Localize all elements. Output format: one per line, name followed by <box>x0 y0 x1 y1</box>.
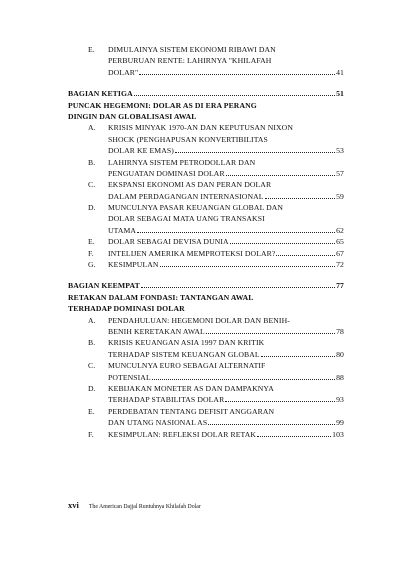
part-title: DINGIN DAN GLOBALISASI AWAL <box>68 111 197 121</box>
toc-page-number: 77 <box>336 281 344 291</box>
toc-part-three[interactable] <box>68 88 344 122</box>
toc-entry-letter: A. <box>88 123 96 133</box>
dot-leader <box>206 327 335 334</box>
part-label: BAGIAN KEEMPAT <box>68 281 140 291</box>
toc-entry-letter: D. <box>88 203 96 213</box>
dot-leader <box>141 281 335 288</box>
dot-leader <box>230 237 335 244</box>
toc-entry-text: TERHADAP STABILITAS DOLAR <box>108 395 225 405</box>
toc-entry-text: PERBURUAN RENTE: LAHIRNYA "KHILAFAH <box>108 56 272 66</box>
toc-entry-text: KESIMPULAN <box>108 260 159 270</box>
dot-leader <box>265 192 336 199</box>
dot-leader <box>276 249 335 256</box>
toc-entry-text: DALAM PERDAGANGAN INTERNASIONAL <box>108 191 264 201</box>
toc-page-number: 78 <box>336 326 344 336</box>
toc-page-number: 65 <box>336 237 344 247</box>
page-number: xvi <box>68 500 79 510</box>
dot-leader <box>139 68 335 75</box>
toc-entry-text: UTAMA <box>108 225 137 235</box>
toc-entry-letter: E. <box>88 237 95 247</box>
toc-entry-text: PERDEBATAN TENTANG DEFISIT ANGGARAN <box>108 406 275 416</box>
toc-entry-text: KRISIS MINYAK 1970-AN DAN KEPUTUSAN NIXON <box>108 123 293 133</box>
toc-entry-letter: C. <box>88 180 96 190</box>
toc-entry-letter: F. <box>88 429 94 439</box>
toc-entry-text: PENGUATAN DOMINASI DOLAR <box>108 168 225 178</box>
toc-part-four[interactable] <box>68 280 344 314</box>
toc-page-number: 41 <box>336 67 344 77</box>
toc-entry-letter: E. <box>88 406 95 416</box>
running-title: The American Dajjal Runtuhnya Khilafah Dolar <box>88 504 201 510</box>
part-title: PUNCAK HEGEMONI: DOLAR AS DI ERA PERANG <box>68 100 257 110</box>
toc-entry-text: INTELIJEN AMERIKA MEMPROTEKSI DOLAR? <box>108 248 276 258</box>
toc-page-number: 51 <box>336 89 344 99</box>
dot-leader <box>160 260 336 267</box>
part-title: TERHADAP DOMINASI DOLAR <box>68 304 185 314</box>
dot-leader <box>137 226 335 233</box>
toc-page-number: 59 <box>336 191 344 201</box>
toc-entry-text: TERHADAP SISTEM KEUANGAN GLOBAL <box>108 349 260 359</box>
toc-entry-letter: E. <box>88 45 95 54</box>
toc-entry-text: PENDAHULUAN: HEGEMONI DOLAR DAN BENIH- <box>108 315 290 325</box>
toc-entry-text: MUNCULNYA PASAR KEUANGAN GLOBAL DAN <box>108 203 284 213</box>
toc-entry-text: DOLAR" <box>108 67 139 77</box>
toc-entry-kesimpulan[interactable] <box>68 259 344 270</box>
toc-entry-letter: A. <box>88 315 96 325</box>
toc-entry-text: DOLAR SEBAGAI DEVISA DUNIA <box>108 237 229 247</box>
dot-leader <box>175 146 335 153</box>
table-of-contents <box>68 44 344 440</box>
part-title: RETAKAN DALAM FONDASI: TANTANGAN AWAL <box>68 292 254 302</box>
toc-entry-text: POTENSIAL <box>108 372 151 382</box>
toc-entry-petrodollar[interactable] <box>68 157 344 180</box>
toc-entry-krisis-minyak[interactable] <box>68 122 344 156</box>
toc-page-number: 53 <box>336 146 344 156</box>
toc-entry-text: DAN UTANG NASIONAL AS <box>108 418 208 428</box>
toc-entry-pasar-keuangan[interactable] <box>68 202 344 236</box>
toc-entry-refleksi[interactable] <box>68 429 344 440</box>
toc-page-number: 72 <box>336 260 344 270</box>
toc-entry-text: MUNCULNYA EURO SEBAGAI ALTERNATIF <box>108 361 266 371</box>
toc-entry-letter: B. <box>88 338 96 348</box>
toc-entry-dimulainya[interactable] <box>68 44 344 78</box>
toc-entry-text: DIMULAINYA SISTEM EKONOMI RIBAWI DAN <box>108 45 276 54</box>
toc-entry-defisit[interactable] <box>68 406 344 429</box>
toc-page-number: 99 <box>336 418 344 428</box>
toc-entry-kebijakan-moneter[interactable] <box>68 383 344 406</box>
toc-entry-letter: B. <box>88 157 96 167</box>
toc-page-number: 93 <box>336 395 344 405</box>
toc-entry-text: EKSPANSI EKONOMI AS DAN PERAN DOLAR <box>108 180 272 190</box>
toc-entry-text: KRISIS KEUANGAN ASIA 1997 DAN KRITIK <box>108 338 265 348</box>
page-footer <box>68 500 201 510</box>
toc-entry-letter: G. <box>88 260 96 270</box>
toc-page-number: 67 <box>336 248 344 258</box>
toc-entry-letter: D. <box>88 383 96 393</box>
dot-leader <box>208 418 335 425</box>
toc-page-number: 80 <box>336 349 344 359</box>
toc-entry-text: LAHIRNYA SISTEM PETRODOLLAR DAN <box>108 157 256 167</box>
toc-entry-text: DOLAR KE EMAS) <box>108 146 174 156</box>
toc-page-number: 103 <box>332 429 344 439</box>
dot-leader <box>152 373 335 380</box>
toc-page-number: 57 <box>336 168 344 178</box>
toc-entry-pendahuluan[interactable] <box>68 315 344 338</box>
toc-page-number: 88 <box>336 372 344 382</box>
toc-entry-ekspansi[interactable] <box>68 179 344 202</box>
dot-leader <box>257 430 331 437</box>
toc-entry-text: SHOCK (PENGHAPUSAN KONVERTIBILITAS <box>108 134 268 144</box>
toc-page-number: 62 <box>336 225 344 235</box>
part-label: BAGIAN KETIGA <box>68 89 133 99</box>
toc-entry-text: KESIMPULAN: REFLEKSI DOLAR RETAK <box>108 429 257 439</box>
toc-entry-letter: C. <box>88 361 96 371</box>
toc-entry-text: BENIH KERETAKAN AWAL <box>108 326 205 336</box>
toc-entry-krisis-asia[interactable] <box>68 337 344 360</box>
toc-entry-devisa[interactable] <box>68 236 344 247</box>
toc-entry-euro[interactable] <box>68 360 344 383</box>
dot-leader <box>225 395 335 402</box>
dot-leader <box>226 169 335 176</box>
toc-entry-letter: F. <box>88 248 94 258</box>
toc-entry-intelijen[interactable] <box>68 248 344 259</box>
toc-entry-text: DOLAR SEBAGAI MATA UANG TRANSAKSI <box>108 214 265 224</box>
dot-leader <box>134 89 335 96</box>
dot-leader <box>261 350 335 357</box>
toc-entry-text: KEBIJAKAN MONETER AS DAN DAMPAKNYA <box>108 383 274 393</box>
